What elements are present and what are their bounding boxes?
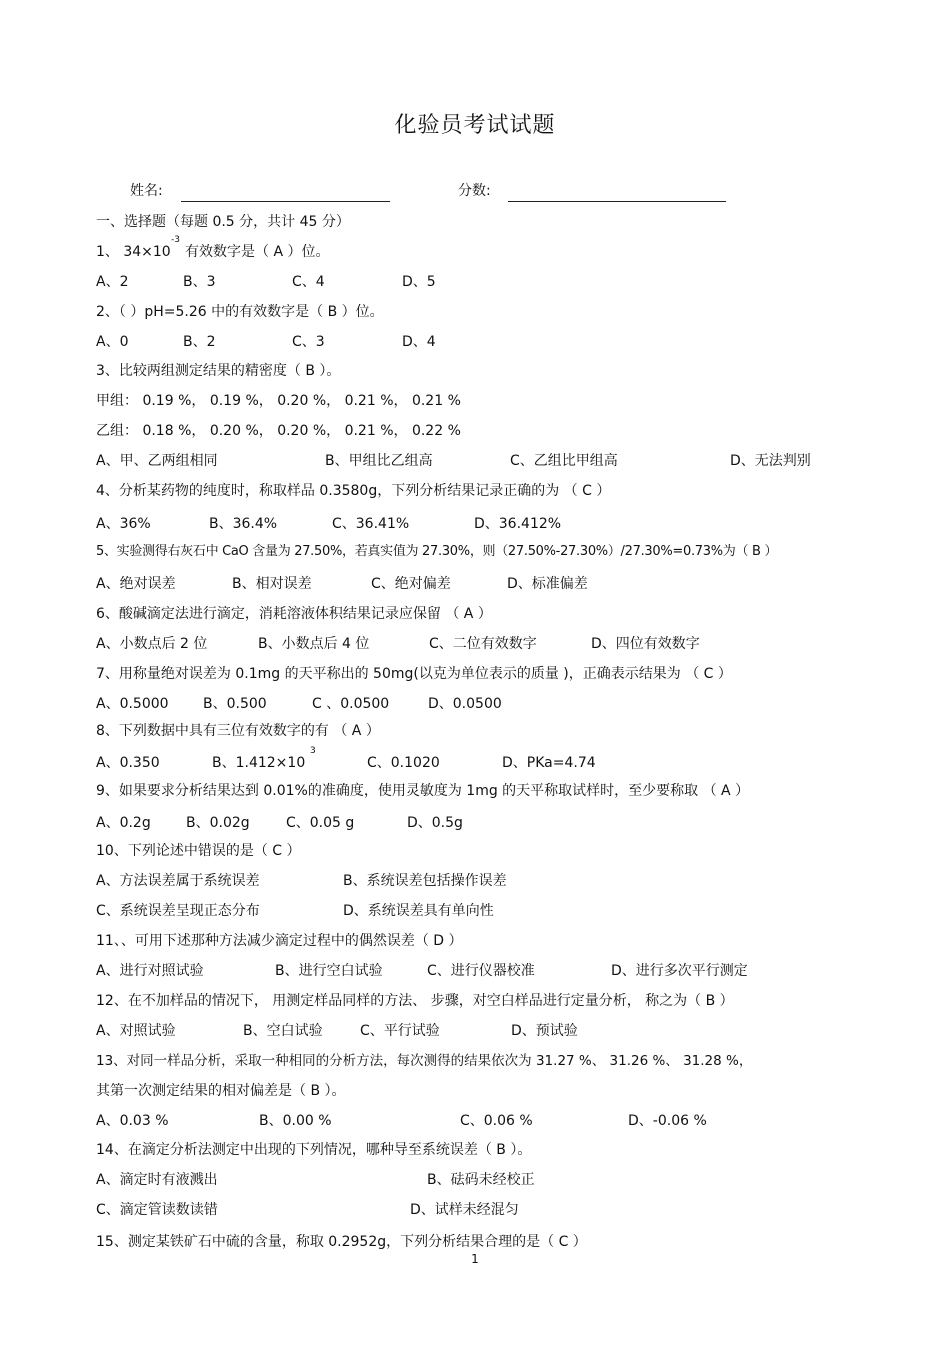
option-b: B、小数点后 4 位	[258, 636, 370, 652]
option-a: A、对照试验	[96, 1023, 176, 1039]
option-a: A、36%	[96, 516, 151, 532]
option-d: D、0.0500	[428, 696, 502, 712]
option-c: C、进行仪器校准	[427, 963, 535, 979]
option-d: D、预试验	[511, 1023, 578, 1039]
option-b: B、1.412×10	[212, 755, 306, 771]
option-d: D、四位有效数字	[591, 636, 700, 652]
option-b: B、0.500	[203, 696, 267, 712]
question-13-cont: 其第一次测定结果的相对偏差是（ B ）。	[96, 1083, 346, 1099]
option-b: B、相对误差	[232, 576, 312, 592]
question-15: 15、测定某铁矿石中硫的含量，称取 0.2952g，下列分析结果合理的是（ C ）	[96, 1234, 587, 1250]
question-4: 4、分析某药物的纯度时，称取样品 0.3580g，下列分析结果记录正确的为 （ C ）	[96, 483, 611, 499]
option-b: B、0.00 %	[259, 1113, 332, 1129]
q3-group-b: 乙组： 0.18 %， 0.20 %， 0.20 %， 0.21 %， 0.22 %	[96, 423, 461, 439]
option-a: A、绝对误差	[96, 576, 176, 592]
question-10: 10、下列论述中错误的是（ C ）	[96, 843, 301, 859]
question-9: 9、如果要求分析结果达到 0.01%的准确度，使用灵敏度为 1mg 的天平称取试样时，至少要称取 （ A ）	[96, 783, 750, 799]
option-d: D、PKa=4.74	[502, 755, 596, 771]
option-a: A、甲、乙两组相同	[96, 453, 218, 469]
option-a: A、方法误差属于系统误差	[96, 873, 260, 889]
question-11: 11、、可用下述那种方法减少滴定过程中的偶然误差（ D ）	[96, 933, 463, 949]
question-12: 12、在不加样品的情况下， 用测定样品同样的方法、 步骤，对空白样品进行定量分析， 称之为（ B ）	[96, 993, 734, 1009]
option-d: D、系统误差具有单向性	[343, 903, 494, 919]
option-b: B、3	[183, 274, 216, 290]
option-a: A、0.5000	[96, 696, 169, 712]
page-title: 化验员考试试题	[394, 113, 556, 138]
name-label: 姓名:	[130, 183, 163, 199]
section-heading: 一、选择题（每题 0.5 分，共计 45 分）	[96, 214, 350, 230]
option-d: D、进行多次平行测定	[611, 963, 748, 979]
option-c: C、二位有效数字	[429, 636, 537, 652]
option-a: A、0.350	[96, 755, 160, 771]
option-a: A、进行对照试验	[96, 963, 204, 979]
option-d: D、试样未经混匀	[410, 1202, 519, 1218]
option-b: B、空白试验	[243, 1023, 323, 1039]
option-d: D、-0.06 %	[628, 1113, 707, 1129]
option-b: B、0.02g	[186, 815, 250, 831]
option-a: A、0.03 %	[96, 1113, 169, 1129]
option-c: C、0.1020	[367, 755, 440, 771]
option-b: B、砝码未经校正	[427, 1172, 535, 1188]
option-a: A、0.2g	[96, 815, 151, 831]
question-7: 7、用称量绝对误差为 0.1mg 的天平称出的 50mg(以克为单位表示的质量 )，正确表示结果为 （ C ）	[96, 666, 732, 682]
question-3: 3、比较两组测定结果的精密度（ B ）。	[96, 363, 341, 379]
option-a: A、2	[96, 274, 129, 290]
option-d: D、标准偏差	[507, 576, 588, 592]
page-number: 1	[471, 1252, 479, 1266]
option-b: B、系统误差包括操作误差	[343, 873, 507, 889]
option-c: C、4	[292, 274, 325, 290]
option-a: A、小数点后 2 位	[96, 636, 208, 652]
question-8: 8、下列数据中具有三位有效数字的有 （ A ）	[96, 723, 380, 739]
option-b: B、2	[183, 334, 216, 350]
option-c: C、系统误差呈现正态分布	[96, 903, 260, 919]
option-b: B、36.4%	[209, 516, 278, 532]
option-a: A、0	[96, 334, 129, 350]
question-13: 13、对同一样品分析，采取一种相同的分析方法，每次测得的结果依次为 31.27 %、 31.26 %、 31.28 %，	[96, 1053, 753, 1069]
question-14: 14、在滴定分析法测定中出现的下列情况，哪种导至系统误差（ B ）。	[96, 1142, 532, 1158]
q1-text-end: 有效数字是（ A ）位。	[185, 244, 330, 260]
question-5: 5、实验测得右灰石中 CaO 含量为 27.50%，若真实值为 27.30%，则（27.50%-27.30%）/27.30%=0.73%为（ B ）	[96, 544, 778, 559]
score-label: 分数:	[458, 183, 491, 199]
score-field[interactable]	[508, 201, 726, 202]
option-c: C、平行试验	[360, 1023, 440, 1039]
option-a: A、滴定时有液溅出	[96, 1172, 218, 1188]
option-c: C、3	[292, 334, 325, 350]
option-d: D、36.412%	[474, 516, 562, 532]
option-b: B、进行空白试验	[275, 963, 383, 979]
option-c: C、0.05 g	[286, 815, 355, 831]
q1-text: 1、 34×10	[96, 244, 171, 260]
option-c: C、绝对偏差	[371, 576, 451, 592]
option-d: D、4	[402, 334, 436, 350]
question-2: 2、（ ）pH=5.26 中的有效数字是（ B ）位。	[96, 304, 384, 320]
option-c: C、36.41%	[332, 516, 410, 532]
option-d: D、无法判别	[730, 453, 811, 469]
option-c: C 、0.0500	[312, 696, 390, 712]
q3-group-a: 甲组： 0.19 %， 0.19 %， 0.20 %， 0.21 %， 0.21 %	[96, 393, 461, 409]
option-c: C、乙组比甲组高	[510, 453, 618, 469]
question-6: 6、酸碱滴定法进行滴定，消耗溶液体积结果记录应保留 （ A ）	[96, 606, 492, 622]
option-b: B、甲组比乙组高	[325, 453, 433, 469]
option-d: D、5	[402, 274, 436, 290]
option-c: C、0.06 %	[460, 1113, 533, 1129]
option-c: C、滴定管读数读错	[96, 1202, 218, 1218]
option-d: D、0.5g	[407, 815, 463, 831]
name-field[interactable]	[181, 201, 390, 202]
